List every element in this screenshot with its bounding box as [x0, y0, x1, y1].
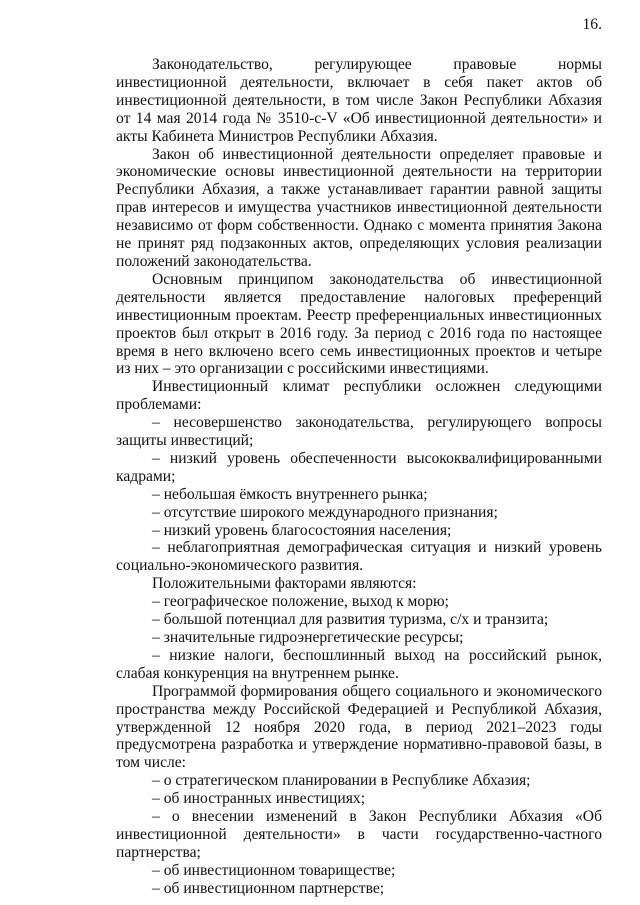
- list-item: – низкий уровень обеспеченности высококвалифицированными кадрами;: [116, 449, 602, 485]
- list-item: – об иностранных инвестициях;: [152, 790, 366, 808]
- document-body: [116, 56, 602, 898]
- list-item: – небольшая ёмкость внутреннего рынка;: [152, 485, 428, 503]
- paragraph-climate-problems: Инвестиционный климат республики осложнен следующими проблемами:: [116, 378, 602, 414]
- list-item: – неблагоприятная демографическая ситуация и низкий уровень социально-экономического развития.: [116, 539, 602, 575]
- list-item: – значительные гидроэнергетические ресурсы;: [152, 629, 464, 646]
- list-item: – о стратегическом планировании в Республике Абхазия;: [152, 772, 531, 790]
- paragraph-program: Программой формирования общего социального и экономического пространства между Российской Федерацией и Республикой Абхазия, утвержденной 12 ноября 2020 года, в период 2021–2023 годы предусмотрена разработка и утверждение нормативно-правовой базы, в том числе:: [116, 682, 602, 772]
- list-item: – несовершенство законодательства, регулирующего вопросы защиты инвестиций;: [116, 414, 602, 450]
- list-item: – отсутствие широкого международного признания;: [152, 503, 498, 521]
- paragraph-positive-factors: Положительными факторами являются:: [152, 575, 417, 593]
- page-number: 16.: [582, 16, 602, 33]
- list-item: – географическое положение, выход к морю;: [152, 593, 449, 611]
- list-item: – об инвестиционном товариществе;: [152, 861, 396, 879]
- paragraph-main-principle: Основным принципом законодательства об инвестиционной деятельности является предоставление налоговых преференций инвестиционным проектам. Реестр преференциальных инвестиционных проектов был открыт в 2016 году. За период с 2016 года по настоящее время в него включено всего семь инвестиционных проектов и четыре из них – это организации с российскими инвестициями.: [116, 270, 602, 378]
- paragraph-legislation: Законодательство, регулирующее правовые нормы инвестиционной деятельности, включает в себя пакет актов об инвестиционной деятельности, в том числе Закон Республики Абхазия от 14 мая 2014 года № 3510-с-V «Об инвестиционной деятельности» и акты Кабинета Министров Республики Абхазия.: [116, 56, 602, 145]
- list-item: – низкие налоги, беспошлинный выход на российский рынок, слабая конкуренция на внутреннем рынке.: [116, 646, 602, 682]
- list-item: – низкий уровень благосостояния населения;: [152, 521, 452, 539]
- list-item: – о внесении изменений в Закон Республики Абхазия «Об инвестиционной деятельности» в части государственно-частного партнерства;: [116, 808, 602, 861]
- list-item: – большой потенциал для развития туризма, с/х и транзита;: [152, 611, 549, 629]
- paragraph-investment-law: Закон об инвестиционной деятельности определяет правовые и экономические основы инвестиционной деятельности на территории Республики Абхазия, а также устанавливает гарантии равной защиты прав интересов и имущества участников инвестиционной деятельности независимо от форм собственности. Однако с момента принятия Закона не принят ряд подзаконных актов, определяющих условия реализации положений законодательства.: [116, 145, 602, 270]
- list-item: – об инвестиционном партнерстве;: [152, 879, 385, 897]
